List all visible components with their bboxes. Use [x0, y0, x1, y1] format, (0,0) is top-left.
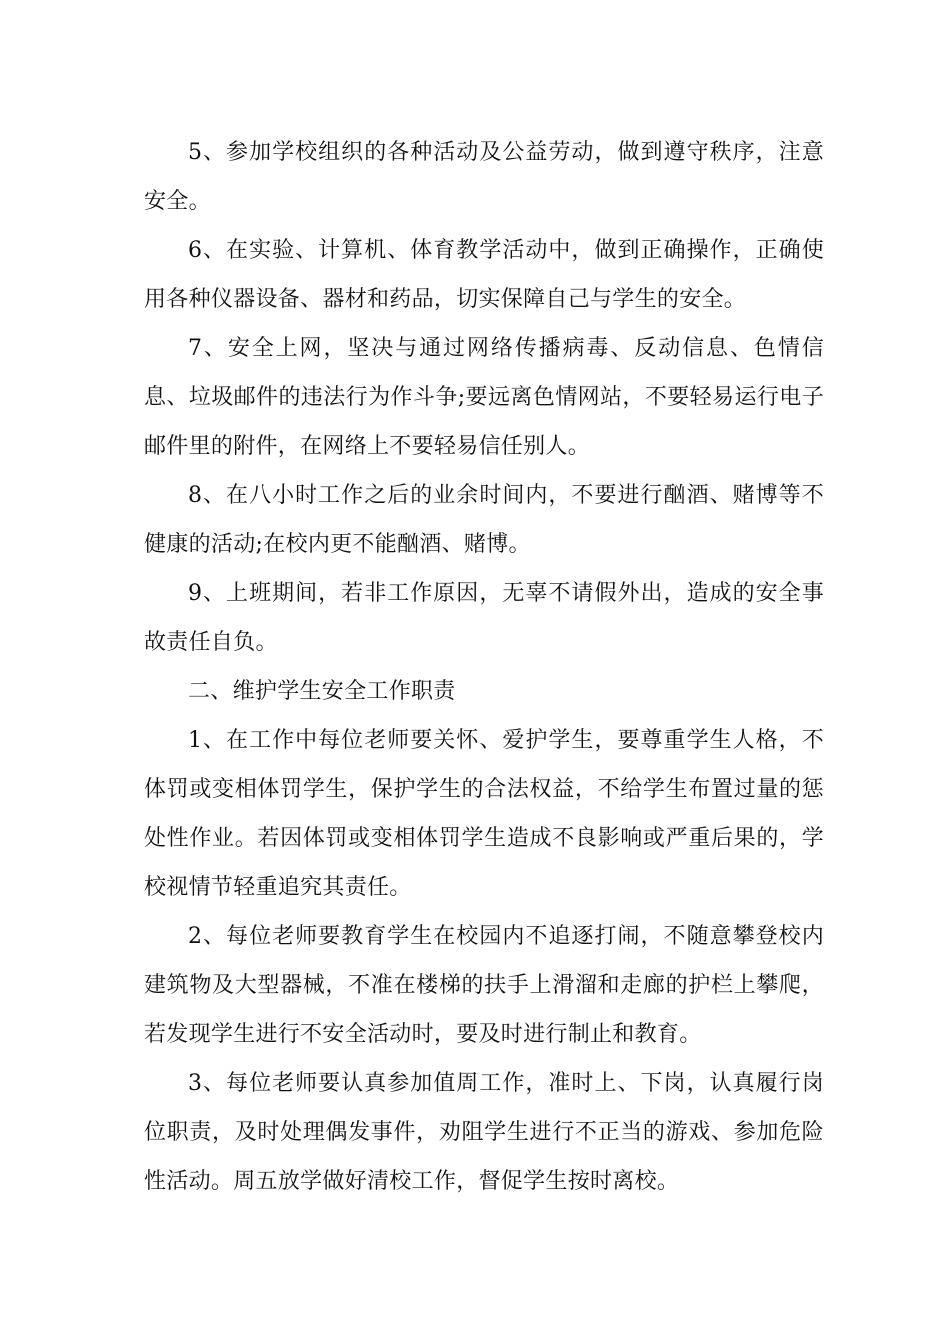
paragraph-item-5: 5、参加学校组织的各种活动及公益劳动，做到遵守秩序，注意安全。 — [144, 140, 824, 214]
paragraph-duty-1: 1、在工作中每位老师要关怀、爱护学生，要尊重学生人格，不体罚或变相体罚学生，保护学生的合法权益，不给学生布置过量的惩处性作业。若因体罚或变相体罚学生造成不良影响或严重后果的，学校视情节轻重追究其责任。 — [144, 728, 824, 900]
paragraph-duty-2: 2、每位老师要教育学生在校园内不追逐打闹，不随意攀登校内建筑物及大型器械，不准在楼梯的扶手上滑溜和走廊的护栏上攀爬，若发现学生进行不安全活动时，要及时进行制止和教育。 — [144, 924, 824, 1047]
section-heading-student-safety: 二、维护学生安全工作职责 — [188, 679, 456, 704]
paragraph-item-7: 7、安全上网，坚决与通过网络传播病毒、反动信息、色情信息、垃圾邮件的违法行为作斗争;要远离色情网站，不要轻易运行电子邮件里的附件，在网络上不要轻易信任别人。 — [144, 336, 824, 459]
document-body — [144, 128, 824, 1206]
paragraph-item-6: 6、在实验、计算机、体育教学活动中，做到正确操作，正确使用各种仪器设备、器材和药品，切实保障自己与学生的安全。 — [144, 238, 824, 312]
paragraph-item-8: 8、在八小时工作之后的业余时间内，不要进行酗酒、赌博等不健康的活动;在校内更不能酗酒、赌博。 — [144, 483, 824, 557]
paragraph-duty-3: 3、每位老师要认真参加值周工作，准时上、下岗，认真履行岗位职责，及时处理偶发事件，劝阻学生进行不正当的游戏、参加危险性活动。周五放学做好清校工作，督促学生按时离校。 — [144, 1071, 824, 1194]
paragraph-item-9: 9、上班期间，若非工作原因，无辜不请假外出，造成的安全事故责任自负。 — [144, 581, 824, 655]
